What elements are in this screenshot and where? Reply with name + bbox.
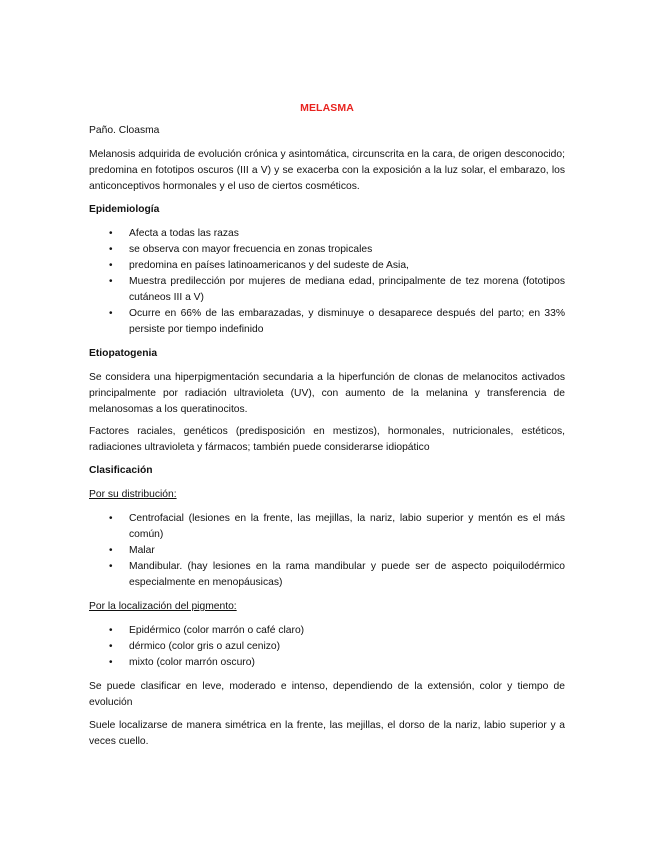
intro-paragraph: Melanosis adquirida de evolución crónica y asintomática, circunscrita en la cara, de origen desconocido; predomina en fototipos oscuros (III a V) y se exacerba con la exposición a la luz solar, el embarazo, los anticonceptivos hormonales y el uso de ciertos cosméticos.: [89, 149, 565, 192]
subheading-distribucion: Por su distribución:: [89, 489, 177, 500]
epidemiologia-list: [89, 226, 565, 338]
bullet-icon: •: [109, 545, 113, 556]
bullet-icon: •: [109, 561, 113, 572]
clasificacion-paragraph-1: Se puede clasificar en leve, moderado e intenso, dependiendo de la extensión, color y tiempo de evolución: [89, 681, 565, 708]
bullet-icon: •: [109, 244, 113, 255]
etiopatogenia-paragraph-1: Se considera una hiperpigmentación secundaria a la hiperfunción de clonas de melanocitos activados principalmente por radiación ultravioleta (UV), con aumento de la melanina y transferencia de melanosomas a los queratinocitos.: [89, 372, 565, 415]
list-item: • Malar: [89, 543, 565, 559]
heading-etiopatogenia: Etiopatogenia: [89, 348, 158, 359]
bullet-icon: •: [109, 625, 113, 636]
heading-clasificacion: Clasificación: [89, 465, 153, 476]
list-item: • Afecta a todas las razas: [89, 226, 565, 242]
bullet-icon: •: [109, 641, 113, 652]
list-item: • Muestra predilección por mujeres de mediana edad, principalmente de tez morena (fototipos cutáneos III a V): [109, 276, 565, 303]
distribucion-list: [89, 511, 565, 591]
document-title: MELASMA: [300, 102, 354, 114]
list-item: • predomina en países latinoamericanos y del sudeste de Asia,: [89, 258, 565, 274]
etiopatogenia-paragraph-2: Factores raciales, genéticos (predisposición en mestizos), hormonales, nutricionales, estéticos, radiaciones ultravioleta y fármacos; también puede considerarse idiopático: [89, 426, 565, 453]
list-item: • Ocurre en 66% de las embarazadas, y disminuye o desaparece después del parto; en 33% persiste por tiempo indefinido: [109, 308, 565, 335]
list-item: • dérmico (color gris o azul cenizo): [89, 639, 565, 655]
list-item: • Centrofacial (lesiones en la frente, las mejillas, la nariz, labio superior y mentón es el más común): [109, 513, 565, 540]
bullet-icon: •: [109, 308, 113, 319]
bullet-icon: •: [109, 657, 113, 668]
list-item: • se observa con mayor frecuencia en zonas tropicales: [89, 242, 565, 258]
list-item: • Mandibular. (hay lesiones en la rama mandibular y puede ser de aspecto poiquilodérmico especialmente en menopáusicas): [109, 561, 565, 588]
bullet-icon: •: [109, 228, 113, 239]
bullet-icon: •: [109, 260, 113, 271]
list-item: • Epidérmico (color marrón o café claro): [89, 623, 565, 639]
synonyms-line: Paño. Cloasma: [89, 125, 160, 136]
clasificacion-paragraph-2: Suele localizarse de manera simétrica en la frente, las mejillas, el dorso de la nariz, labio superior y a veces cuello.: [89, 720, 565, 747]
pigmento-list: [89, 623, 565, 671]
bullet-icon: •: [109, 276, 113, 287]
heading-epidemiologia: Epidemiología: [89, 204, 160, 215]
list-item: • mixto (color marrón oscuro): [89, 655, 565, 671]
bullet-icon: •: [109, 513, 113, 524]
subheading-pigmento: Por la localización del pigmento:: [89, 601, 237, 612]
